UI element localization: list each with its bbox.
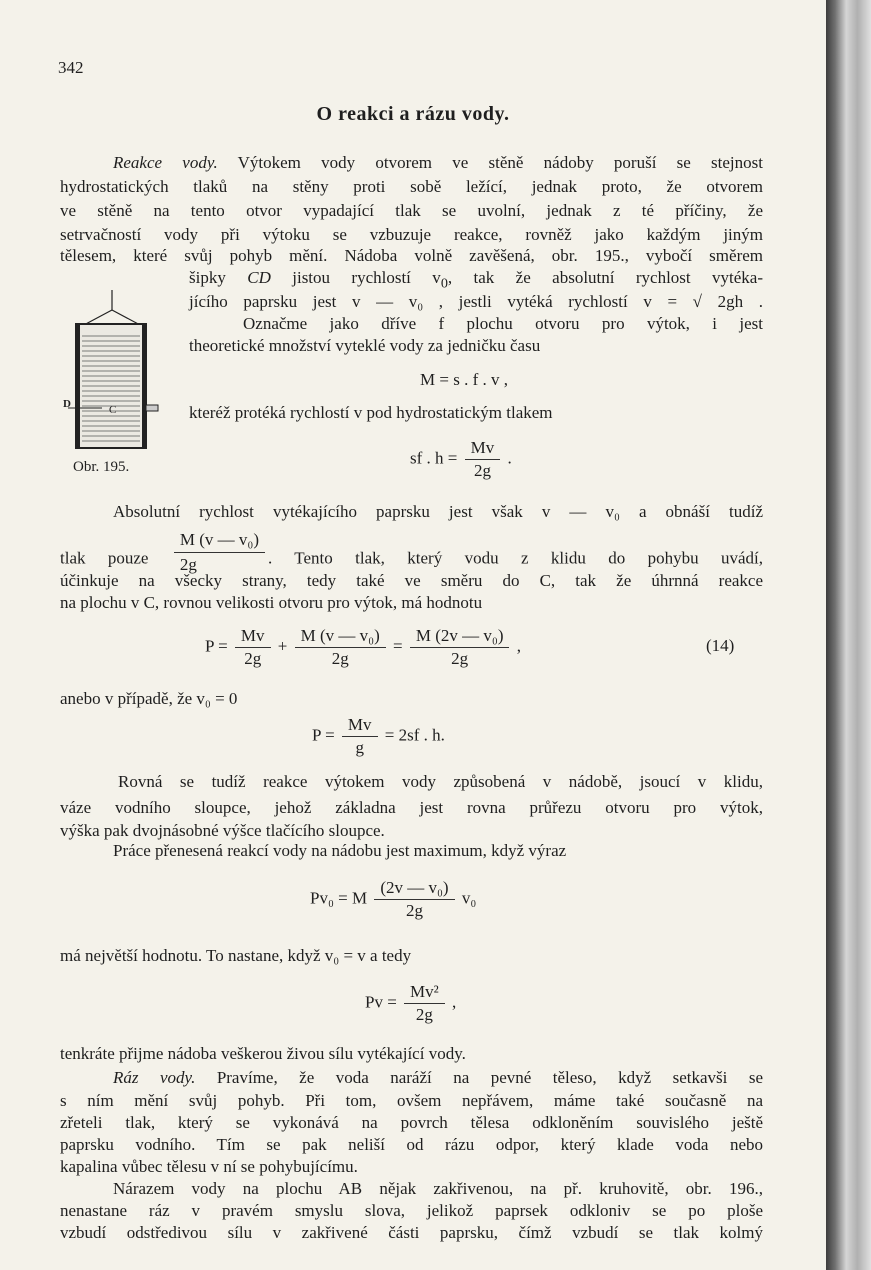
- equation-work: Pv₀ = M $\frac{\text{(2v — v₀)}}{2g}$ v₀: [310, 878, 477, 920]
- text-line: šipky CD jistou rychlostí $v_0$, tak že absolutní rychlost vytéka-: [189, 268, 764, 292]
- figure-caption: Obr. 195.: [73, 459, 130, 475]
- run-in-heading: Reakce vody.: [113, 153, 218, 172]
- text-line: Ráz vody. Pravíme, že voda naráží na pevné těleso, když setkavši se: [113, 1068, 763, 1087]
- text-line: má největší hodnotu. To nastane, když v₀ = v a tedy: [60, 946, 412, 965]
- text-line: Absolutní rychlost vytékajícího paprsku jest však v — v₀ a obnáší tudíž: [113, 502, 763, 521]
- figure-label-c: C: [109, 404, 117, 416]
- vessel-diagram: [62, 288, 162, 453]
- text-line: výška pak dvojnásobné výšce tlačícího sloupce.: [60, 821, 385, 840]
- book-spine: [826, 0, 871, 1270]
- text-line: anebo v případě, že v₀ = 0: [60, 689, 238, 708]
- text-line: tenkráte přijme nádoba veškerou živou sílu vytékající vody.: [60, 1044, 466, 1063]
- text-line: theoretické množství vyteklé vody za jedničku času: [189, 336, 541, 355]
- text-line: zřeteli tlak, který se vykonává na povrch tělesa odkloněním souvislého ještě: [60, 1113, 763, 1132]
- equation-max: Pv = $\frac{\text{Mv²}}{2g}$ ,: [365, 982, 457, 1024]
- text-line: Označme jako dříve f plochu otvoru pro výtok, i jest: [243, 314, 763, 333]
- fraction: $\frac{Mv}{2g}$: [465, 438, 501, 481]
- fraction: $\frac{\text{Mv²}}{2g}$: [404, 982, 445, 1025]
- text-line: ve stěně na tento otvor vypadající tlak se uvolní, jednak z té příčiny, že: [60, 201, 763, 220]
- equation-number: (14): [706, 636, 735, 655]
- text-line: hydrostatických tlaků na stěny proti sobě ležící, jednak proto, že otvorem: [60, 177, 763, 196]
- text-line: kteréž protéká rychlostí v pod hydrostatickým tlakem: [189, 403, 553, 422]
- equation-reaction: P = $\frac{Mv}{g}$ = 2sf . h.: [312, 715, 445, 757]
- figure-label-d: D: [63, 398, 71, 410]
- fraction: $\frac{\text{M (v — v₀)}}{2g}$: [174, 529, 265, 576]
- equation-14: P = $\frac{Mv}{2g}$ + $\frac{\text{M (v — v₀)}}{2g}$ = $\frac{\text{M (2v — v₀)}}{2g}$ ,: [205, 626, 521, 668]
- fraction: $\frac{Mv}{g}$: [342, 715, 378, 758]
- text-line: setrvačností vody při výtoku se vzbuzuje reakce, rovněž jako každým jiným: [60, 225, 763, 244]
- text-line: s ním mění svůj pohyb. Při tom, ovšem nepřávem, máme také současně na: [60, 1091, 763, 1110]
- page-number: 342: [58, 58, 84, 77]
- text-line: kapalina vůbec tělesu v ní se pohybujícímu.: [60, 1157, 358, 1176]
- text-line: Práce přenesená reakcí vody na nádobu jest maximum, když výraz: [113, 841, 567, 860]
- fraction: $\frac{Mv}{2g}$: [235, 626, 271, 669]
- fraction: $\frac{\text{M (2v — v₀)}}{2g}$: [410, 626, 510, 669]
- text-line: tělesem, které svůj pohyb mění. Nádoba volně zavěšená, obr. 195., vybočí směrem: [60, 246, 763, 265]
- fraction: $\frac{\text{(2v — v₀)}}{2g}$: [374, 878, 454, 921]
- equation-mass-flow: M = s . f . v ,: [420, 370, 508, 389]
- run-in-heading: Ráz vody.: [113, 1068, 196, 1087]
- equation-pressure-head: sf . h = $\frac{Mv}{2g}$ .: [410, 438, 512, 480]
- text-line: jícího paprsku jest v — v₀ , jestli vytéká rychlostí v = √ 2gh .: [189, 292, 763, 311]
- text-line: váze vodního sloupce, jehož základna jest rovna průřezu otvoru pro výtok,: [60, 798, 763, 817]
- text-line: nenastane ráz v pravém smyslu slova, jelikož paprsek odkloniv se po ploše: [60, 1201, 763, 1220]
- fraction: $\frac{\text{M (v — v₀)}}{2g}$: [295, 626, 386, 669]
- text-line: Reakce vody. Výtokem vody otvorem ve stěně nádoby poruší se stejnost: [113, 153, 763, 172]
- section-title: O reakci a rázu vody.: [316, 103, 510, 125]
- text-line: na plochu v C, rovnou velikosti otvoru pro výtok, má hodnotu: [60, 593, 483, 612]
- text-line: účinkuje na všecky strany, tedy také ve směru do C, tak že úhrnná reakce: [60, 571, 763, 590]
- text-line: tlak pouze $\frac{\text{M (v — v₀)}}{2g}$ . Tento tlak, který vodu z klidu do pohybu uvádí,: [60, 530, 764, 574]
- text-line: paprsku vodního. Tím se pak neliší od rázu odpor, který klade voda nebo: [60, 1135, 763, 1154]
- text-line: Rovná se tudíž reakce výtokem vody způsobená v nádobě, jsoucí v klidu,: [118, 772, 763, 791]
- text-line: Nárazem vody na plochu AB nějak zakřivenou, na př. kruhovitě, obr. 196.,: [113, 1179, 763, 1198]
- text-line: vzbudí odstředivou sílu v zakřivené části paprsku, čímž vzbudí se tlak kolmý: [60, 1223, 763, 1242]
